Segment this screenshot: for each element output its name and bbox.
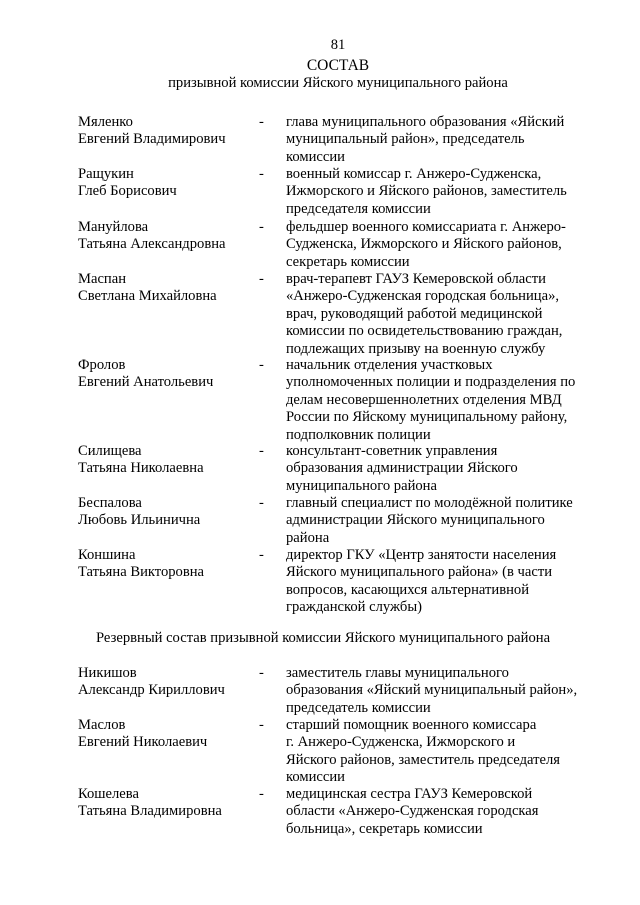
member-surname: Коншина [78, 547, 136, 563]
separator-dash: - [259, 357, 264, 373]
role-line: председатель комиссии [286, 699, 431, 716]
role-line: администрации Яйского муниципального [286, 512, 545, 529]
role-line: «Анжеро-Судженская городская больница», [286, 288, 560, 305]
role-line: г. Анжеро-Судженска, Ижморского и [286, 734, 516, 751]
member-role [286, 166, 596, 218]
separator-dash: - [259, 271, 264, 287]
member-given-name: Глеб Борисович [78, 183, 177, 200]
member-surname: Никишов [78, 665, 137, 681]
member-given-name: Александр Кириллович [78, 682, 225, 699]
separator-dash: - [259, 219, 264, 235]
role-line: Судженска, Ижморского и Яйского районов, [286, 236, 562, 253]
separator-dash: - [259, 665, 264, 681]
member-role [286, 717, 596, 787]
role-line: района [286, 529, 330, 546]
role-line: комиссии [286, 769, 345, 786]
role-line: фельдшер военного комиссариата г. Анжеро- [286, 219, 566, 235]
role-line: гражданской службы) [286, 599, 422, 616]
role-line: начальник отделения участковых [286, 357, 493, 373]
role-line: старший помощник военного комиссара [286, 717, 537, 733]
role-line: секретарь комиссии [286, 253, 410, 270]
role-line: муниципальный район», председатель [286, 131, 525, 148]
member-surname: Мануйлова [78, 219, 149, 235]
member-surname: Беспалова [78, 495, 142, 511]
member-surname: Маслов [78, 717, 126, 733]
member-given-name: Татьяна Викторовна [78, 564, 205, 581]
separator-dash: - [259, 114, 264, 130]
member-role [286, 219, 596, 271]
role-line: образования администрации Яйского [286, 460, 518, 477]
separator-dash: - [259, 443, 264, 459]
member-role [286, 547, 596, 617]
member-surname: Ращукин [78, 166, 134, 182]
role-line: врач, руководящий работой медицинской [286, 305, 543, 322]
role-line: подполковник полиции [286, 426, 431, 443]
member-name [78, 219, 253, 254]
member-role [286, 114, 596, 166]
member-name [78, 443, 253, 478]
member-role [286, 495, 596, 547]
role-line: военный комиссар г. Анжеро-Судженска, [286, 166, 542, 182]
document-subtitle: призывной комиссии Яйского муниципального района [168, 75, 508, 91]
role-line: консультант-советник управления [286, 443, 498, 459]
role-line: директор ГКУ «Центр занятости населения [286, 547, 557, 563]
member-given-name: Татьяна Александровна [78, 236, 226, 253]
role-line: больница», секретарь комиссии [286, 820, 483, 837]
reserve-section-heading: Резервный состав призывной комиссии Яйского муниципального района [96, 630, 551, 646]
member-given-name: Евгений Николаевич [78, 734, 208, 751]
member-name [78, 495, 253, 530]
role-line: Яйского районов, заместитель председателя [286, 751, 560, 768]
member-name [78, 786, 253, 821]
role-line: образования «Яйский муниципальный район», [286, 682, 578, 699]
role-line: глава муниципального образования «Яйский [286, 114, 565, 130]
document-title: СОСТАВ [306, 57, 370, 74]
member-role [286, 271, 596, 358]
role-line: Ижморского и Яйского районов, заместитель [286, 183, 567, 200]
separator-dash: - [259, 786, 264, 802]
member-surname: Мяленко [78, 114, 133, 130]
separator-dash: - [259, 495, 264, 511]
member-name [78, 271, 253, 306]
member-surname: Фролов [78, 357, 126, 373]
page-number: 81 [330, 37, 346, 53]
member-surname: Маспан [78, 271, 127, 287]
member-name [78, 357, 253, 392]
member-given-name: Евгений Владимирович [78, 131, 226, 148]
member-role [286, 443, 596, 495]
role-line: уполномоченных полиции и подразделения по [286, 374, 576, 391]
role-line: врач-терапевт ГАУЗ Кемеровской области [286, 271, 546, 287]
member-role [286, 665, 596, 717]
role-line: заместитель главы муниципального [286, 665, 509, 681]
role-line: вопросов, касающихся альтернативной [286, 581, 530, 598]
role-line: России по Яйскому муниципальному району, [286, 409, 568, 426]
member-name [78, 114, 253, 149]
member-given-name: Светлана Михайловна [78, 288, 217, 305]
member-role [286, 786, 596, 838]
separator-dash: - [259, 717, 264, 733]
member-surname: Силищева [78, 443, 142, 459]
role-line: комиссии [286, 148, 345, 165]
role-line: председателя комиссии [286, 200, 431, 217]
role-line: делам несовершеннолетних отделения МВД [286, 391, 562, 408]
member-name [78, 665, 253, 700]
member-surname: Кошелева [78, 786, 139, 802]
role-line: муниципального района [286, 477, 437, 494]
member-name [78, 166, 253, 201]
role-line: медицинская сестра ГАУЗ Кемеровской [286, 786, 533, 802]
role-line: Яйского муниципального района» (в части [286, 564, 553, 581]
role-line: подлежащих призыву на военную службу [286, 340, 546, 357]
member-given-name: Татьяна Николаевна [78, 460, 204, 477]
member-given-name: Евгений Анатольевич [78, 374, 214, 391]
role-line: главный специалист по молодёжной политике [286, 495, 573, 511]
member-given-name: Любовь Ильинична [78, 512, 201, 529]
role-line: области «Анжеро-Судженская городская [286, 803, 539, 820]
member-name [78, 717, 253, 752]
separator-dash: - [259, 547, 264, 563]
role-line: комиссии по освидетельствованию граждан, [286, 323, 563, 340]
member-name [78, 547, 253, 582]
separator-dash: - [259, 166, 264, 182]
member-role [286, 357, 596, 444]
member-given-name: Татьяна Владимировна [78, 803, 222, 820]
